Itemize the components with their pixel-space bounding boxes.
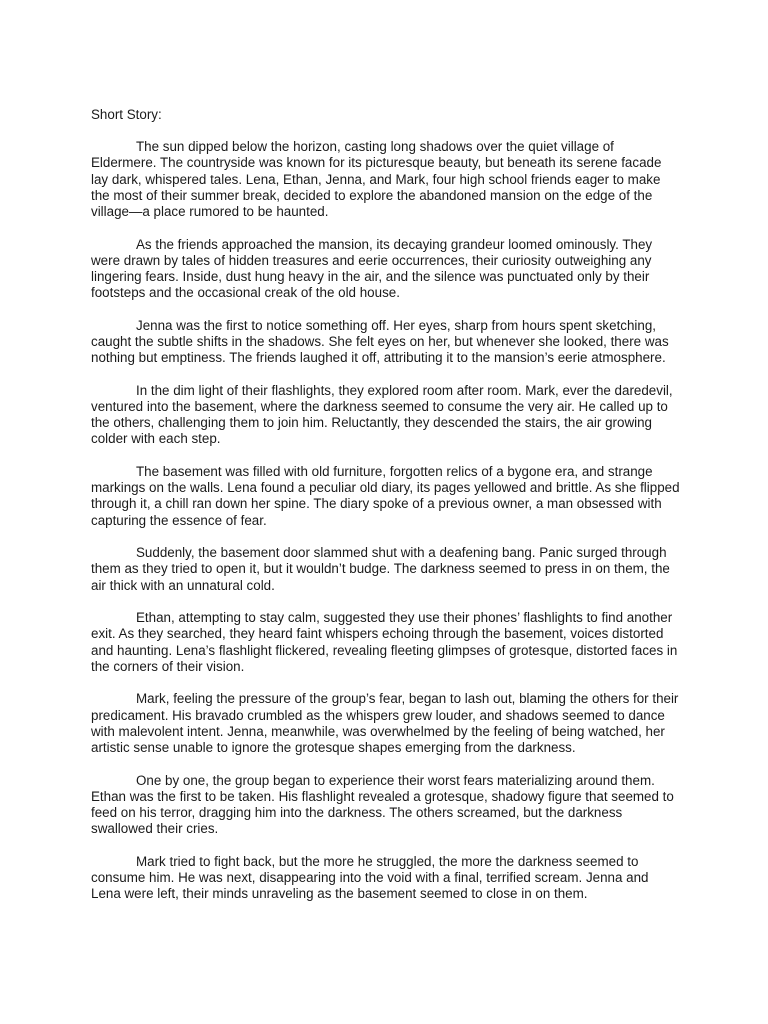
story-paragraph-2: As the friends approached the mansion, its decaying grandeur loomed ominously. They were drawn by tales of hidden treasures and eerie occurrences, their curiosity outweighing any lingering fears. Inside, dust hung heavy in the air, and the silence was punctuated only by their footsteps and the occasional creak of the old house. [91, 236, 653, 301]
story-paragraph-3: Jenna was the first to notice something off. Her eyes, sharp from hours spent sketching, caught the subtle shifts in the shadows. She felt eyes on her, but whenever she looked, there was nothing but emptiness. The friends laughed it off, attributing it to the mansion’s eerie atmosphere. [91, 317, 669, 366]
story-paragraph-6: Suddenly, the basement door slammed shut with a deafening bang. Panic surged through them as they tried to open it, but it wouldn’t budge. The darkness seemed to press in on them, the air thick with an unnatural cold. [91, 545, 670, 593]
story-paragraph-7: Ethan, attempting to stay calm, suggested they use their phones’ flashlights to find another exit. As they searched, they heard faint whispers echoing through the basement, voices distorted and haunting. Lena’s flashlight flickered, revealing fleeting glimpses of grotesque, distorted faces in the corners of their vision. [91, 610, 678, 674]
story-paragraph-5: The basement was filled with old furniture, forgotten relics of a bygone era, and strange markings on the walls. Lena found a peculiar old diary, its pages yellowed and brittle. As she flipped through it, a chill ran down her spine. The diary spoke of a previous owner, a man obsessed with capturing the essence of fear. [91, 464, 680, 528]
story-paragraph-1: The sun dipped below the horizon, casting long shadows over the quiet village of Eldermere. The countryside was known for its picturesque beauty, but beneath its serene facade lay dark, whispered tales. Lena, Ethan, Jenna, and Mark, four high school friends eager to make the most of their summer break, decided to explore the abandoned mansion on the edge of the village—a place rumored to be haunted. [91, 139, 662, 220]
story-paragraph-9: One by one, the group began to experience their worst fears materializing around them. Ethan was the first to be taken. His flashlight revealed a grotesque, shadowy figure that seemed to feed on his terror, dragging him into the darkness. The others screamed, but the darkness swallowed their cries. [91, 772, 674, 837]
story-heading: Short Story: [91, 107, 162, 122]
document-page [91, 107, 681, 902]
story-paragraph-10: Mark tried to fight back, but the more he struggled, the more the darkness seemed to consume him. He was next, disappearing into the void with a final, terrified scream. Jenna and Lena were left, their minds unraveling as the basement seemed to close in on them. [91, 853, 649, 902]
story-paragraph-8: Mark, feeling the pressure of the group’s fear, began to lash out, blaming the others for their predicament. His bravado crumbled as the whispers grew louder, and shadows seemed to dance with malevolent intent. Jenna, meanwhile, was overwhelmed by the feeling of being watched, her artistic sense unable to ignore the grotesque shapes emerging from the darkness. [91, 691, 679, 756]
story-paragraph-4: In the dim light of their flashlights, they explored room after room. Mark, ever the daredevil, ventured into the basement, where the darkness seemed to consume the very air. He called up to the others, challenging them to join him. Reluctantly, they descended the stairs, the air growing colder with each step. [91, 382, 673, 447]
